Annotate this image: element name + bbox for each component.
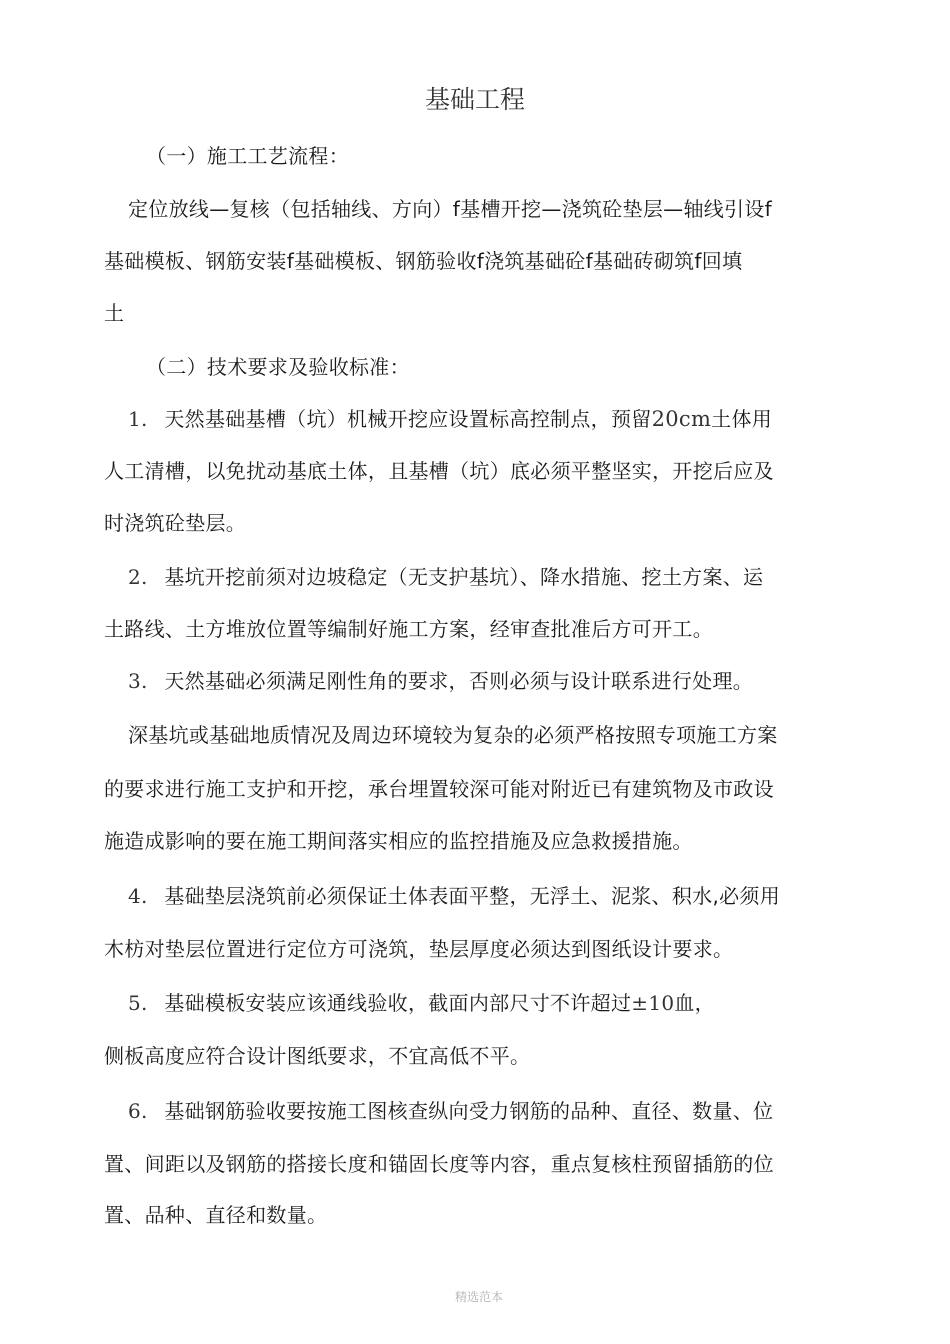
list-item-1-line-2: 人工清槽，以免扰动基底土体，且基槽（坑）底必须平整坚实，开挖后应及 [104,459,774,483]
list-item-number: 4. [128,884,148,908]
list-item-number: 1. [128,407,148,431]
list-item-number: 6. [128,1099,148,1123]
list-item-6-line-3: 置、品种、直径和数量。 [104,1203,328,1227]
list-item-5-line-1: 5. 基础模板安装应该通线验收，截面内部尺寸不许超过±10血， [128,991,715,1015]
section-heading-process: （一）施工工艺流程： [146,144,349,168]
list-item-4-line-1: 4. 基础垫层浇筑前必须保证土体表面平整，无浮土、泥浆、积水,必须用 [128,884,781,908]
paragraph-deep-line-2: 的要求进行施工支护和开挖，承台埋置较深可能对附近已有建筑物及市政设 [104,777,774,801]
list-item-number: 5. [128,991,148,1015]
list-item-number: 3. [128,669,148,693]
list-item-3-line-1: 3. 天然基础必须满足刚性角的要求，否则必须与设计联系进行处理。 [128,669,754,693]
section-heading-requirements: （二）技术要求及验收标准： [146,355,410,379]
paragraph-deep-line-1: 深基坑或基础地质情况及周边环境较为复杂的必须严格按照专项施工方案 [128,723,778,747]
process-line-1: 定位放线—复核（包括轴线、方向）f基槽开挖—浇筑砼垫层—轴线引设f [128,197,772,221]
list-item-5-line-2: 侧板高度应符合设计图纸要求，不宜高低不平。 [104,1044,531,1068]
list-item-number: 2. [128,565,148,589]
paragraph-deep-line-3: 施造成影响的要在施工期间落实相应的监控措施及应急救援措施。 [104,829,693,853]
list-item-1-line-1: 1. 天然基础基槽（坑）机械开挖应设置标高控制点，预留20cm土体用 [128,407,773,431]
list-item-6-line-2: 置、间距以及钢筋的搭接长度和锚固长度等内容，重点复核柱预留插筋的位 [104,1152,774,1176]
list-item-1-line-3: 时浇筑砼垫层。 [104,511,247,535]
list-item-2-line-2: 土路线、土方堆放位置等编制好施工方案，经审查批准后方可开工。 [104,617,713,641]
list-item-4-line-2: 木枋对垫层位置进行定位方可浇筑，垫层厚度必须达到图纸设计要求。 [104,937,734,961]
process-line-3: 土 [104,301,125,325]
footer-note: 精选范本 [455,1290,504,1304]
process-line-2: 基础模板、钢筋安装f基础模板、钢筋验收f浇筑基础砼f基础砖砌筑f回填 [104,249,743,273]
list-item-2-line-1: 2. 基坑开挖前须对边坡稳定（无支护基坑）、降水措施、挖土方案、运 [128,565,764,589]
page-title: 基础工程 [424,85,525,114]
list-item-6-line-1: 6. 基础钢筋验收要按施工图核查纵向受力钢筋的品种、直径、数量、位 [128,1099,774,1123]
